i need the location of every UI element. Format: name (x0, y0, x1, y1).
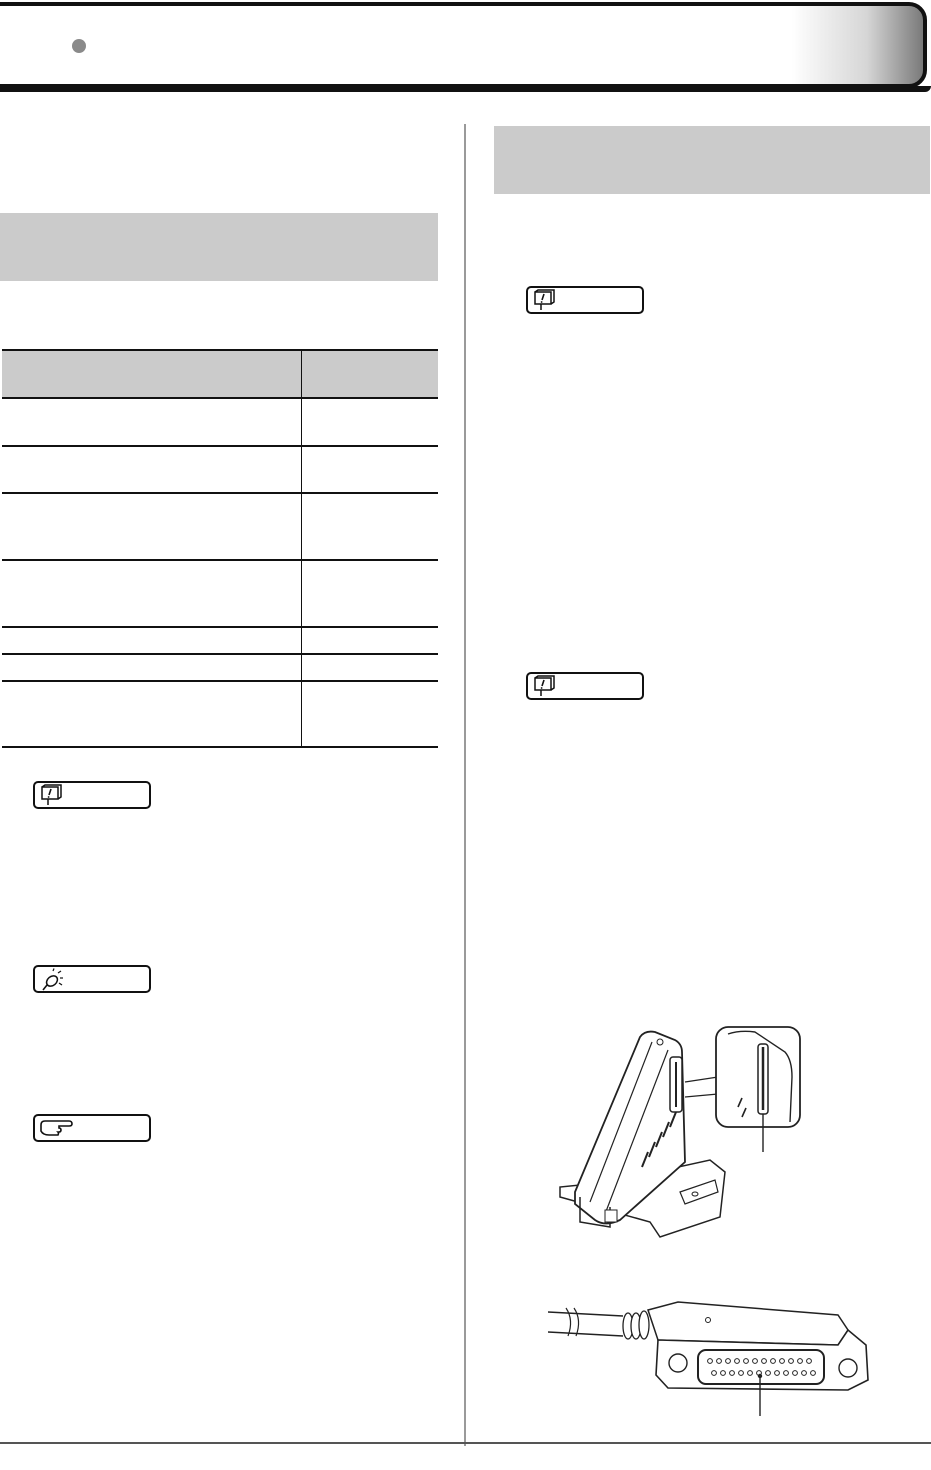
caution-icon (39, 784, 65, 806)
table-row (2, 446, 438, 493)
tip-callout (33, 965, 151, 993)
table-cell (301, 446, 438, 493)
spec-table-header-item (2, 350, 301, 398)
table-cell (301, 493, 438, 560)
caution-icon (532, 675, 558, 697)
table-cell (301, 654, 438, 681)
caution-callout (526, 672, 644, 700)
table-row (2, 560, 438, 627)
table-cell (2, 446, 301, 493)
header-bullet-dot (72, 39, 86, 53)
left-section-heading (0, 213, 438, 281)
reference-callout (33, 1114, 151, 1142)
table-cell (301, 681, 438, 747)
header-banner (0, 2, 927, 88)
table-cell (301, 398, 438, 446)
cable-connector-illustration (548, 1300, 878, 1420)
table-row (2, 398, 438, 446)
spec-table (2, 349, 438, 748)
footer-rule (0, 1442, 931, 1444)
table-cell (2, 654, 301, 681)
tip-lightbulb-icon (39, 968, 65, 992)
table-cell (2, 627, 301, 654)
table-cell (2, 398, 301, 446)
table-cell (2, 681, 301, 747)
table-cell (301, 560, 438, 627)
column-divider (464, 124, 466, 1446)
caution-callout (33, 781, 151, 809)
table-cell (301, 627, 438, 654)
spec-table-header-value (301, 350, 438, 398)
spec-table-header-row (2, 350, 438, 398)
table-row (2, 681, 438, 747)
right-section-heading (494, 126, 930, 194)
reader-device-illustration (550, 1022, 810, 1242)
caution-icon (532, 289, 558, 311)
table-cell (2, 560, 301, 627)
caution-callout (526, 286, 644, 314)
table-row (2, 627, 438, 654)
reference-pointing-hand-icon (39, 1117, 73, 1139)
table-row (2, 493, 438, 560)
table-row (2, 654, 438, 681)
table-cell (2, 493, 301, 560)
